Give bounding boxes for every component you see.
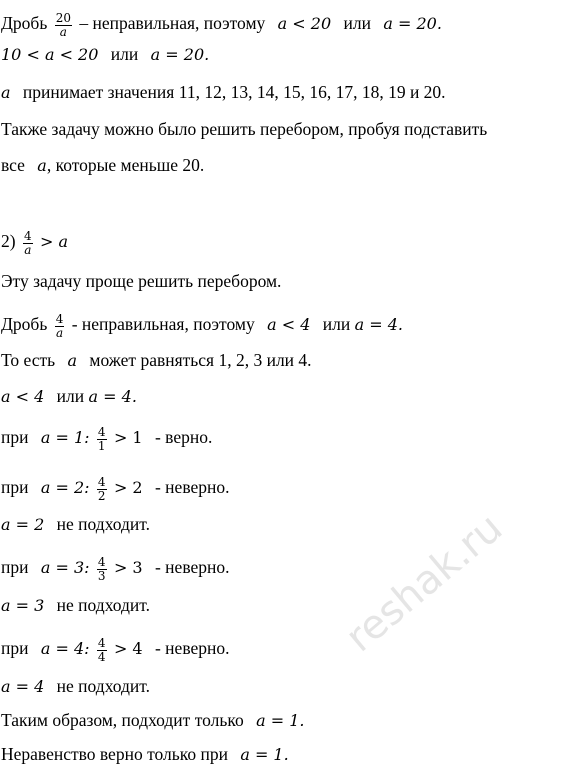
math: a = 20. [150, 45, 210, 64]
math: > 2 [113, 478, 143, 498]
text: при [1, 477, 29, 498]
text: не подходит. [56, 514, 150, 534]
text: – неправильная, поэтому [79, 13, 266, 34]
math: a < 4 [1, 387, 45, 406]
text: - неправильная, поэтому [71, 314, 255, 335]
math: a = 3 [1, 596, 45, 615]
math: a = 4. [88, 387, 137, 406]
math: a = 4. [354, 315, 403, 335]
watermark: reshak.ru [337, 504, 512, 662]
text-line-7 [1, 273, 281, 291]
text-line-8 [1, 313, 403, 339]
math: > 3 [113, 558, 143, 578]
text-line-13 [1, 516, 150, 534]
fraction: $\frac{4}{1}$ [97, 425, 106, 453]
text: при [1, 557, 29, 578]
text: или [110, 44, 139, 64]
text: не подходит. [56, 676, 150, 696]
fraction: $\frac{4}{3}$ [97, 555, 106, 583]
math: a [1, 83, 11, 102]
fraction: $\frac{4}{a}$ [55, 312, 64, 340]
text: Таким образом, подходит только [1, 710, 244, 730]
math: a [37, 156, 47, 175]
text-line-14 [1, 556, 230, 582]
math: a = 4: [40, 639, 90, 659]
text-line-16 [1, 637, 230, 663]
math: a = 4 [1, 677, 45, 696]
text: не подходит. [56, 595, 150, 615]
math: a [67, 351, 78, 370]
text: Неравенство верно только при [1, 744, 228, 764]
math: > 4 [113, 639, 143, 659]
text: - неверно. [154, 557, 230, 578]
math: > 1 [113, 428, 143, 448]
text-line-4 [1, 121, 487, 139]
text-line-15 [1, 597, 150, 615]
math: a = 1: [40, 428, 90, 448]
text-line-17 [1, 678, 150, 696]
text: - неверно. [154, 638, 230, 659]
text: Эту задачу проще решить перебором. [1, 271, 282, 291]
text-line-9 [1, 352, 312, 370]
text-line-3 [1, 84, 446, 102]
text: Также задачу можно было решить перебором, пробуя подставить [1, 119, 488, 139]
math: a < 20 [277, 14, 332, 34]
text-line-5 [1, 157, 204, 175]
text: или [322, 314, 351, 335]
math: a < 4 [267, 315, 311, 335]
text-line-1 [1, 12, 442, 38]
text-line-18 [1, 712, 304, 730]
text: принимает значения 11, 12, 13, 14, 15, 16, 17, 18, 19 и 20. [22, 82, 446, 102]
text: - неверно. [154, 477, 230, 498]
text: при [1, 427, 29, 448]
math: a = 20. [383, 14, 442, 34]
text: или [56, 386, 85, 406]
text: при [1, 638, 29, 659]
text-line-2 [1, 46, 209, 64]
math: 10 < a < 20 [1, 45, 99, 64]
math: a = 2 [1, 515, 45, 534]
text: все [1, 155, 25, 175]
text-line-12 [1, 476, 230, 502]
math: a = 3: [40, 558, 90, 578]
fraction: $\frac{4}{2}$ [97, 475, 106, 503]
math: > a [39, 232, 68, 252]
math: a = 1. [240, 745, 289, 764]
fraction: $\frac{20}{a}$ [55, 11, 71, 39]
text: Дробь [1, 13, 48, 34]
fraction: $\frac{4}{4}$ [97, 636, 106, 664]
text: Дробь [1, 314, 48, 335]
text: может равняться 1, 2, 3 или 4. [89, 350, 312, 370]
fraction: $\frac{4}{a}$ [23, 229, 32, 257]
text: , которые меньше 20. [46, 155, 205, 175]
text-line-6 [1, 230, 68, 256]
text-line-11 [1, 426, 212, 452]
text-line-10 [1, 388, 137, 406]
text-line-19 [1, 746, 289, 764]
math: a = 2: [40, 478, 90, 498]
text: или [343, 13, 371, 34]
math: a = 1. [256, 711, 305, 730]
text: То есть [1, 350, 56, 370]
text: - верно. [154, 427, 213, 448]
text: 2) [1, 231, 16, 252]
